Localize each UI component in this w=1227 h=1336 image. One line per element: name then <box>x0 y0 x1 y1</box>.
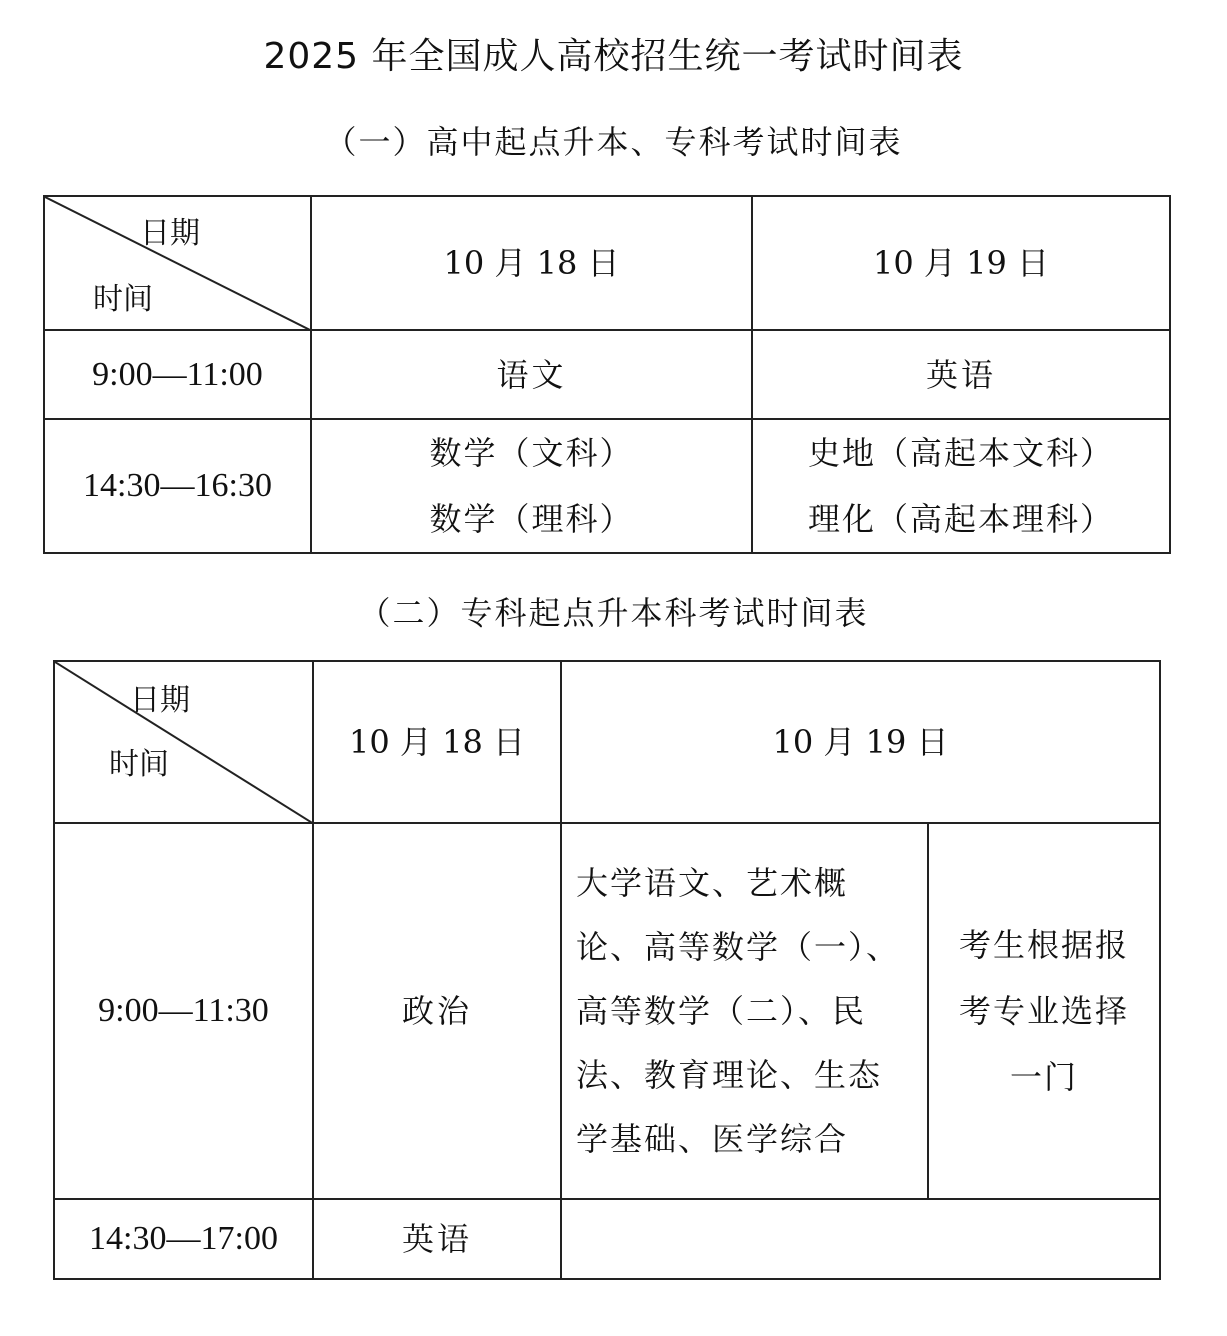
corner-header-cell <box>44 196 311 330</box>
subject-line: 理化（高起本理科） <box>807 500 1114 538</box>
note-cell <box>928 823 1160 1199</box>
note-line: 一门 <box>1009 1058 1078 1096</box>
corner-time-label: 时间 <box>93 282 153 317</box>
date-header-oct19: 10 月 19 日 <box>752 196 1170 330</box>
note-line: 考专业选择 <box>958 992 1129 1030</box>
subject-line: 学基础、医学综合 <box>576 1120 849 1158</box>
subject-line: 大学语文、艺术概 <box>576 864 849 902</box>
subject-line: 数学（理科） <box>429 500 634 538</box>
table-row <box>44 419 1170 553</box>
subject-line: 论、高等数学（一）、 <box>576 928 901 966</box>
subject-cell: 政治 <box>313 823 561 1199</box>
table-row <box>44 330 1170 419</box>
note-line: 考生根据报 <box>958 926 1129 964</box>
table-row <box>54 1199 1160 1279</box>
subject-line: 史地（高起本文科） <box>807 434 1114 472</box>
date-header-oct18: 10 月 18 日 <box>313 661 561 823</box>
date-header-oct19: 10 月 19 日 <box>561 661 1160 823</box>
subject-cell: 英语 <box>752 330 1170 419</box>
subject-cell <box>752 419 1170 553</box>
time-cell: 14:30—17:00 <box>54 1199 313 1279</box>
subject-cell: 英语 <box>313 1199 561 1279</box>
schedule-table-2 <box>53 660 1161 1280</box>
subject-list-cell <box>561 823 928 1199</box>
corner-date-label: 日期 <box>130 683 190 718</box>
empty-cell <box>561 1199 1160 1279</box>
corner-time-label: 时间 <box>109 747 169 782</box>
table-row <box>54 823 1160 1199</box>
section1-heading: （一）高中起点升本、专科考试时间表 <box>324 123 903 161</box>
subject-cell <box>311 419 752 553</box>
section2-heading: （二）专科起点升本科考试时间表 <box>358 594 869 632</box>
time-cell: 9:00—11:30 <box>54 823 313 1199</box>
subject-line: 数学（文科） <box>429 434 634 472</box>
page-title: 2025 年全国成人高校招生统一考试时间表 <box>263 36 964 77</box>
corner-header-cell <box>54 661 313 823</box>
subject-cell: 语文 <box>311 330 752 419</box>
corner-date-label: 日期 <box>140 216 200 251</box>
table-row <box>54 661 1160 823</box>
time-cell: 9:00—11:00 <box>44 330 311 419</box>
table-row <box>44 196 1170 330</box>
subject-line: 法、教育理论、生态 <box>576 1056 883 1094</box>
subject-line: 高等数学（二）、民 <box>576 992 867 1030</box>
date-header-oct18: 10 月 18 日 <box>311 196 752 330</box>
time-cell: 14:30—16:30 <box>44 419 311 553</box>
schedule-table-1 <box>43 195 1171 554</box>
